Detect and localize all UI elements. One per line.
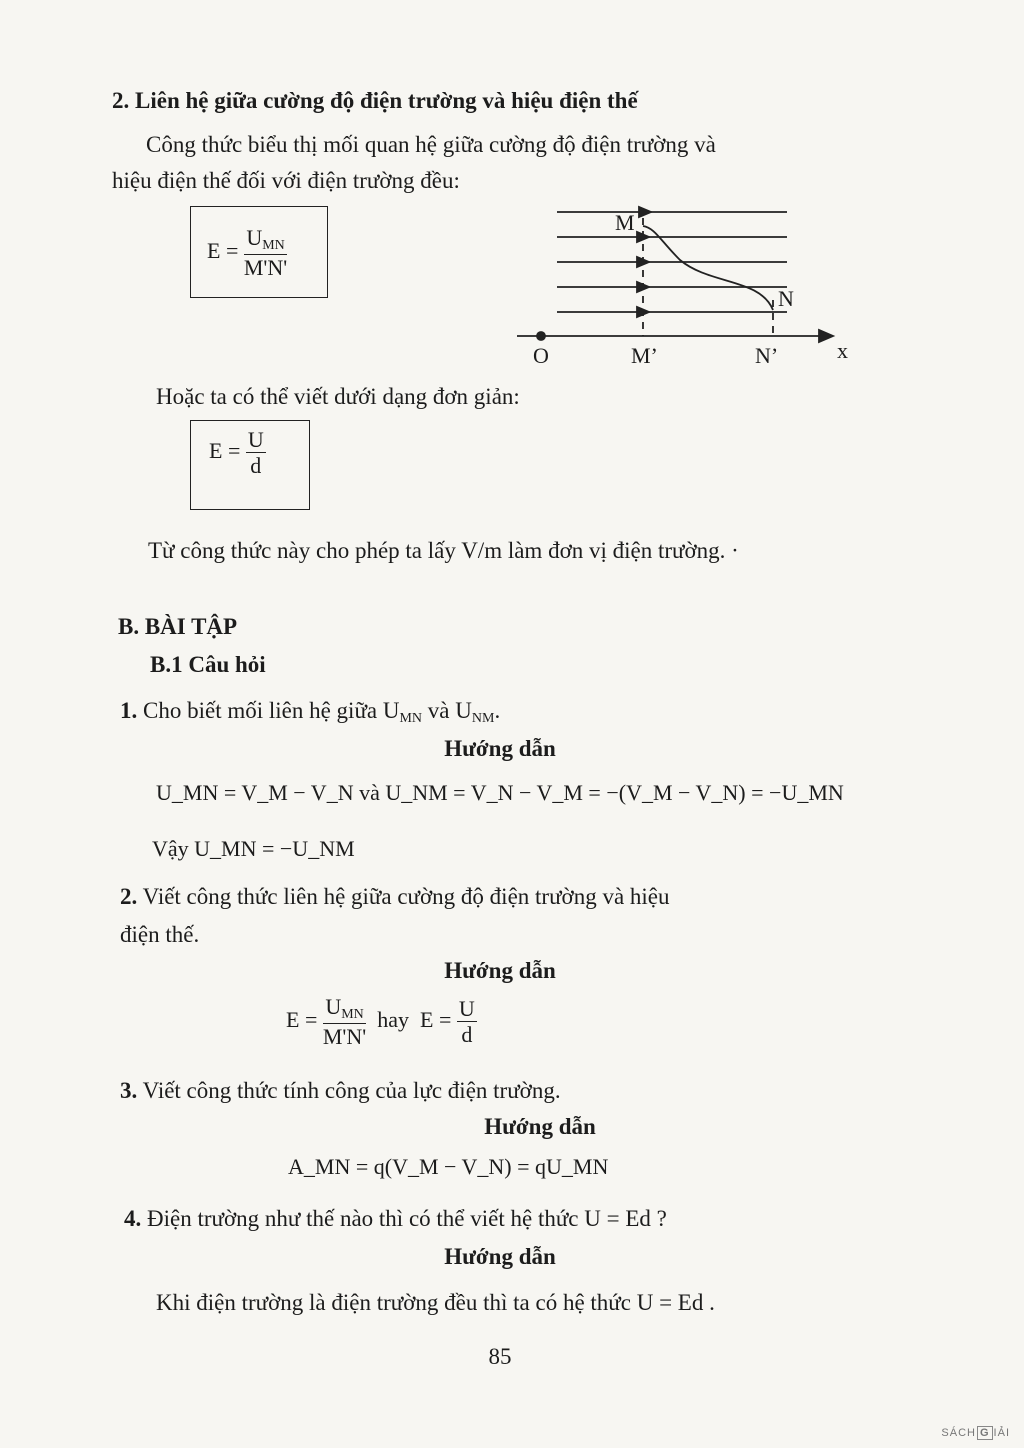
paragraph-line: Công thức biểu thị mối quan hệ giữa cường độ điện trường và: [146, 132, 716, 157]
label-m-prime: M’: [631, 343, 658, 368]
origin-point: [537, 332, 545, 340]
part-heading: B. BÀI TẬP: [118, 614, 238, 639]
path-curve: [643, 226, 773, 310]
guide-label: Hướng dẫn: [484, 1114, 596, 1139]
answer-2: E = $\frac{U_{MN}}{M'N'}$ hay E = $\frac{U}{d}$: [286, 994, 475, 1050]
formula-box-1: [190, 206, 328, 298]
formula-box-2: [190, 420, 310, 510]
question-1: 1. Cho biết mối liên hệ giữa $U_{MN}$ và $U_{NM}$.: [120, 698, 501, 726]
page-number: 85: [488, 1344, 512, 1369]
publisher-logo: SÁCH G IẢI: [941, 1427, 1010, 1439]
label-n-prime: N’: [755, 343, 779, 368]
sub-heading: B.1 Câu hỏi: [150, 652, 266, 677]
answer-3: A_MN = q(V_M − V_N) = qU_MN: [288, 1154, 609, 1179]
label-m: M: [615, 210, 635, 235]
formula-1: E = $\frac{U_{MN}}{M'N'}$: [207, 225, 288, 281]
answer-1-line-1: U_MN = V_M − V_N và U_NM = V_N − V_M = −(V_M − V_N) = −U_MN: [156, 780, 844, 805]
question-4: 4. Điện trường như thế nào thì có thể viết hệ thức U = Ed ?: [124, 1206, 667, 1231]
question-2-line-2: điện thế.: [120, 922, 200, 947]
x-axis-arrow: [819, 330, 833, 342]
answer-1-line-2: Vậy U_MN = −U_NM: [152, 836, 355, 861]
label-o: O: [533, 343, 549, 368]
paragraph-line: Từ công thức này cho phép ta lấy V/m làm đơn vị điện trường. ·: [148, 538, 739, 563]
question-3: 3. Viết công thức tính công của lực điện trường.: [120, 1078, 561, 1103]
field-diagram: [505, 200, 865, 375]
label-n: N: [778, 286, 794, 311]
section-heading: 2. Liên hệ giữa cường độ điện trường và hiệu điện thế: [112, 88, 638, 113]
guide-label: Hướng dẫn: [444, 736, 556, 761]
question-2: 2. Viết công thức liên hệ giữa cường độ điện trường và hiệu: [120, 884, 670, 909]
arrow-head: [639, 207, 651, 217]
formula-2: E = $\frac{U}{d}$: [209, 427, 264, 479]
guide-label: Hướng dẫn: [444, 958, 556, 983]
label-x: x: [837, 338, 848, 363]
paragraph-line: hiệu điện thế đối với điện trường đều:: [112, 168, 460, 193]
guide-label: Hướng dẫn: [444, 1244, 556, 1269]
paragraph-line: Hoặc ta có thể viết dưới dạng đơn giản:: [156, 384, 520, 409]
answer-4: Khi điện trường là điện trường đều thì ta có hệ thức U = Ed .: [156, 1290, 715, 1315]
